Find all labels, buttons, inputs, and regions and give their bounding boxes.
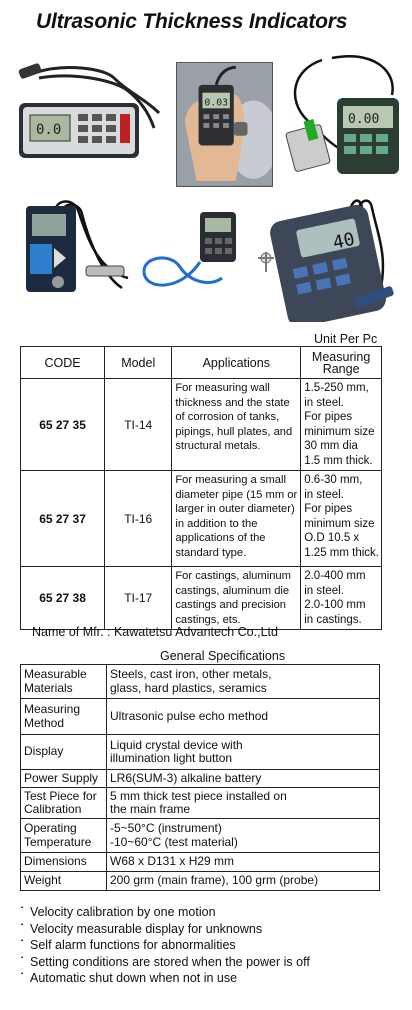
page-title: Ultrasonic Thickness Indicators: [36, 10, 348, 33]
header-code: CODE: [21, 347, 105, 379]
spec-label-line: Test Piece for: [24, 788, 97, 803]
spec-label-line: Calibration: [24, 802, 82, 816]
range-line: 1.5 mm thick.: [304, 454, 373, 467]
spec-value-line: -10~60°C (test material): [110, 834, 238, 849]
app-line: thickness and the state: [175, 396, 290, 409]
cell-code: 65 27 37: [21, 471, 105, 567]
spec-title: General Specifications: [160, 649, 286, 663]
app-line: castings, ets.: [175, 613, 241, 626]
spec-label: [21, 770, 107, 788]
table-header-row: [21, 347, 382, 379]
spec-label: [21, 699, 107, 735]
spec-row: [21, 819, 380, 853]
spec-value: [107, 665, 380, 699]
cell-code: 65 27 35: [21, 379, 105, 471]
spec-label: [21, 665, 107, 699]
spec-value: [107, 735, 380, 770]
feature-item: ˙ Self alarm functions for abnormalities: [20, 937, 310, 954]
spec-value-line: Steels, cast iron, other metals,: [110, 667, 272, 681]
spec-label-line: Materials: [24, 680, 73, 695]
spec-label: [21, 853, 107, 872]
manufacturer-name: Name of Mfr. : Kawatetsu Advantech Co.,Ltd: [32, 625, 278, 639]
spec-value-line: Liquid crystal device with: [110, 737, 243, 752]
spec-value-line: illumination light button: [110, 751, 233, 765]
app-line: standard type.: [175, 546, 247, 559]
app-line: of corrosion of tanks,: [175, 411, 280, 423]
spec-row: [21, 770, 380, 788]
range-line: in steel.: [304, 396, 344, 409]
spec-value: [107, 853, 380, 872]
header-range-line2: Range: [322, 361, 360, 376]
header-measuring-range: [301, 347, 382, 379]
header-range-line1: Measuring: [311, 349, 371, 364]
spec-value: [107, 770, 380, 788]
spec-value-line: W68 x D131 x H29 mm: [110, 854, 235, 869]
spec-value-line: -5~50°C (instrument): [110, 821, 222, 835]
spec-value: [107, 819, 380, 853]
spec-label-line: Display: [24, 744, 64, 759]
app-line: castings, aluminum die: [175, 584, 290, 597]
cell-range: [301, 567, 382, 630]
cell-applications: [172, 567, 301, 630]
product-table: [20, 346, 382, 630]
spec-value-line: the main frame: [110, 802, 191, 816]
app-line: structural metals.: [175, 440, 261, 452]
app-line: For measuring wall: [175, 382, 270, 394]
app-line: larger in outer diameter): [175, 503, 295, 515]
spec-label: [21, 819, 107, 853]
spec-value-line: 5 mm thick test piece installed on: [110, 788, 287, 803]
range-line: 2.0-400 mm: [304, 570, 366, 582]
photo2-display-text: 0.03: [204, 97, 228, 109]
gauge-with-probe-photo: [282, 50, 406, 180]
app-line: diameter pipe (15 mm or: [175, 488, 298, 501]
range-line: For pipes: [304, 411, 353, 423]
range-line: minimum size: [304, 517, 375, 530]
spec-value: [107, 872, 380, 891]
spec-label-line: Weight: [24, 873, 62, 888]
spec-row: [21, 699, 380, 735]
thickness-gauge-tm8811-photo: [14, 58, 164, 168]
spec-label-line: Method: [24, 715, 65, 730]
range-line: 0.6-30 mm,: [304, 474, 363, 486]
range-line: 30 mm dia: [304, 440, 358, 452]
app-line: For measuring a small: [175, 474, 286, 486]
table-row: [21, 567, 382, 630]
spec-value: [107, 699, 380, 735]
range-line: 1.25 mm thick.: [304, 546, 379, 559]
range-line: in castings.: [304, 613, 362, 626]
spec-row: [21, 665, 380, 699]
ti-17-gauge-photo: [270, 196, 406, 322]
spec-row: [21, 853, 380, 872]
cell-code: 65 27 38: [21, 567, 105, 630]
range-line: O.D 10.5 x: [304, 532, 360, 544]
photo6-display-text: 40: [331, 228, 357, 254]
cell-range: [301, 471, 382, 567]
spec-label: [21, 788, 107, 819]
app-line: For castings, aluminum: [175, 570, 291, 582]
spec-label: [21, 735, 107, 770]
cell-range: [301, 379, 382, 471]
app-line: pipings, hull plates, and: [175, 425, 293, 438]
spec-value-line: Ultrasonic pulse echo method: [110, 708, 269, 723]
spec-label: [21, 872, 107, 891]
app-line: castings and precision: [175, 599, 287, 611]
spec-value: [107, 788, 380, 819]
range-line: in steel.: [304, 584, 344, 597]
header-applications: Applications: [172, 347, 301, 379]
cell-model: TI-16: [105, 471, 172, 567]
spec-row: [21, 872, 380, 891]
cell-applications: [172, 379, 301, 471]
feature-list: [20, 904, 310, 987]
header-model: Model: [105, 347, 172, 379]
app-line: in addition to the: [175, 517, 258, 530]
range-line: minimum size: [304, 425, 375, 438]
spec-value-line: glass, hard plastics, seramics: [110, 680, 267, 695]
handheld-gauge-on-pipe-photo: [176, 62, 273, 187]
spec-value-line: LR6(SUM-3) alkaline battery: [110, 770, 262, 785]
table-row: [21, 471, 382, 567]
spec-label-line: Measurable: [24, 667, 87, 681]
spec-row: [21, 735, 380, 770]
spec-label-line: Operating: [24, 821, 77, 835]
table-row: [21, 379, 382, 471]
cell-applications: [172, 471, 301, 567]
feature-item: ˙ Velocity measurable display for unknowns: [20, 921, 310, 938]
unit-label: Unit Per Pc: [314, 332, 378, 346]
range-line: in steel.: [304, 488, 344, 501]
photo1-display-text: 0.0: [36, 122, 62, 138]
spec-row: [21, 788, 380, 819]
range-line: 2.0-100 mm: [304, 599, 366, 611]
range-line: For pipes: [304, 503, 353, 515]
feature-item: ˙ Velocity calibration by one motion: [20, 904, 310, 921]
compact-gauge-with-cable-photo: [140, 212, 282, 294]
feature-item: ˙ Automatic shut down when not in use: [20, 970, 310, 987]
photo3-display-text: 0.00: [348, 112, 380, 127]
spec-label-line: Dimensions: [24, 854, 87, 869]
spec-label-line: Power Supply: [24, 770, 99, 785]
ti-14-gauge-photo: [18, 200, 134, 300]
app-line: applications of the: [175, 532, 266, 544]
spec-value-line: 200 grm (main frame), 100 grm (probe): [110, 873, 319, 888]
feature-item: ˙ Setting conditions are stored when the power is off: [20, 954, 310, 971]
spec-label-line: Measuring: [24, 702, 81, 716]
range-line: 1.5-250 mm,: [304, 382, 369, 394]
spec-label-line: Temperature: [24, 834, 92, 849]
cell-model: TI-14: [105, 379, 172, 471]
cell-model: TI-17: [105, 567, 172, 630]
spec-table: [20, 664, 380, 891]
